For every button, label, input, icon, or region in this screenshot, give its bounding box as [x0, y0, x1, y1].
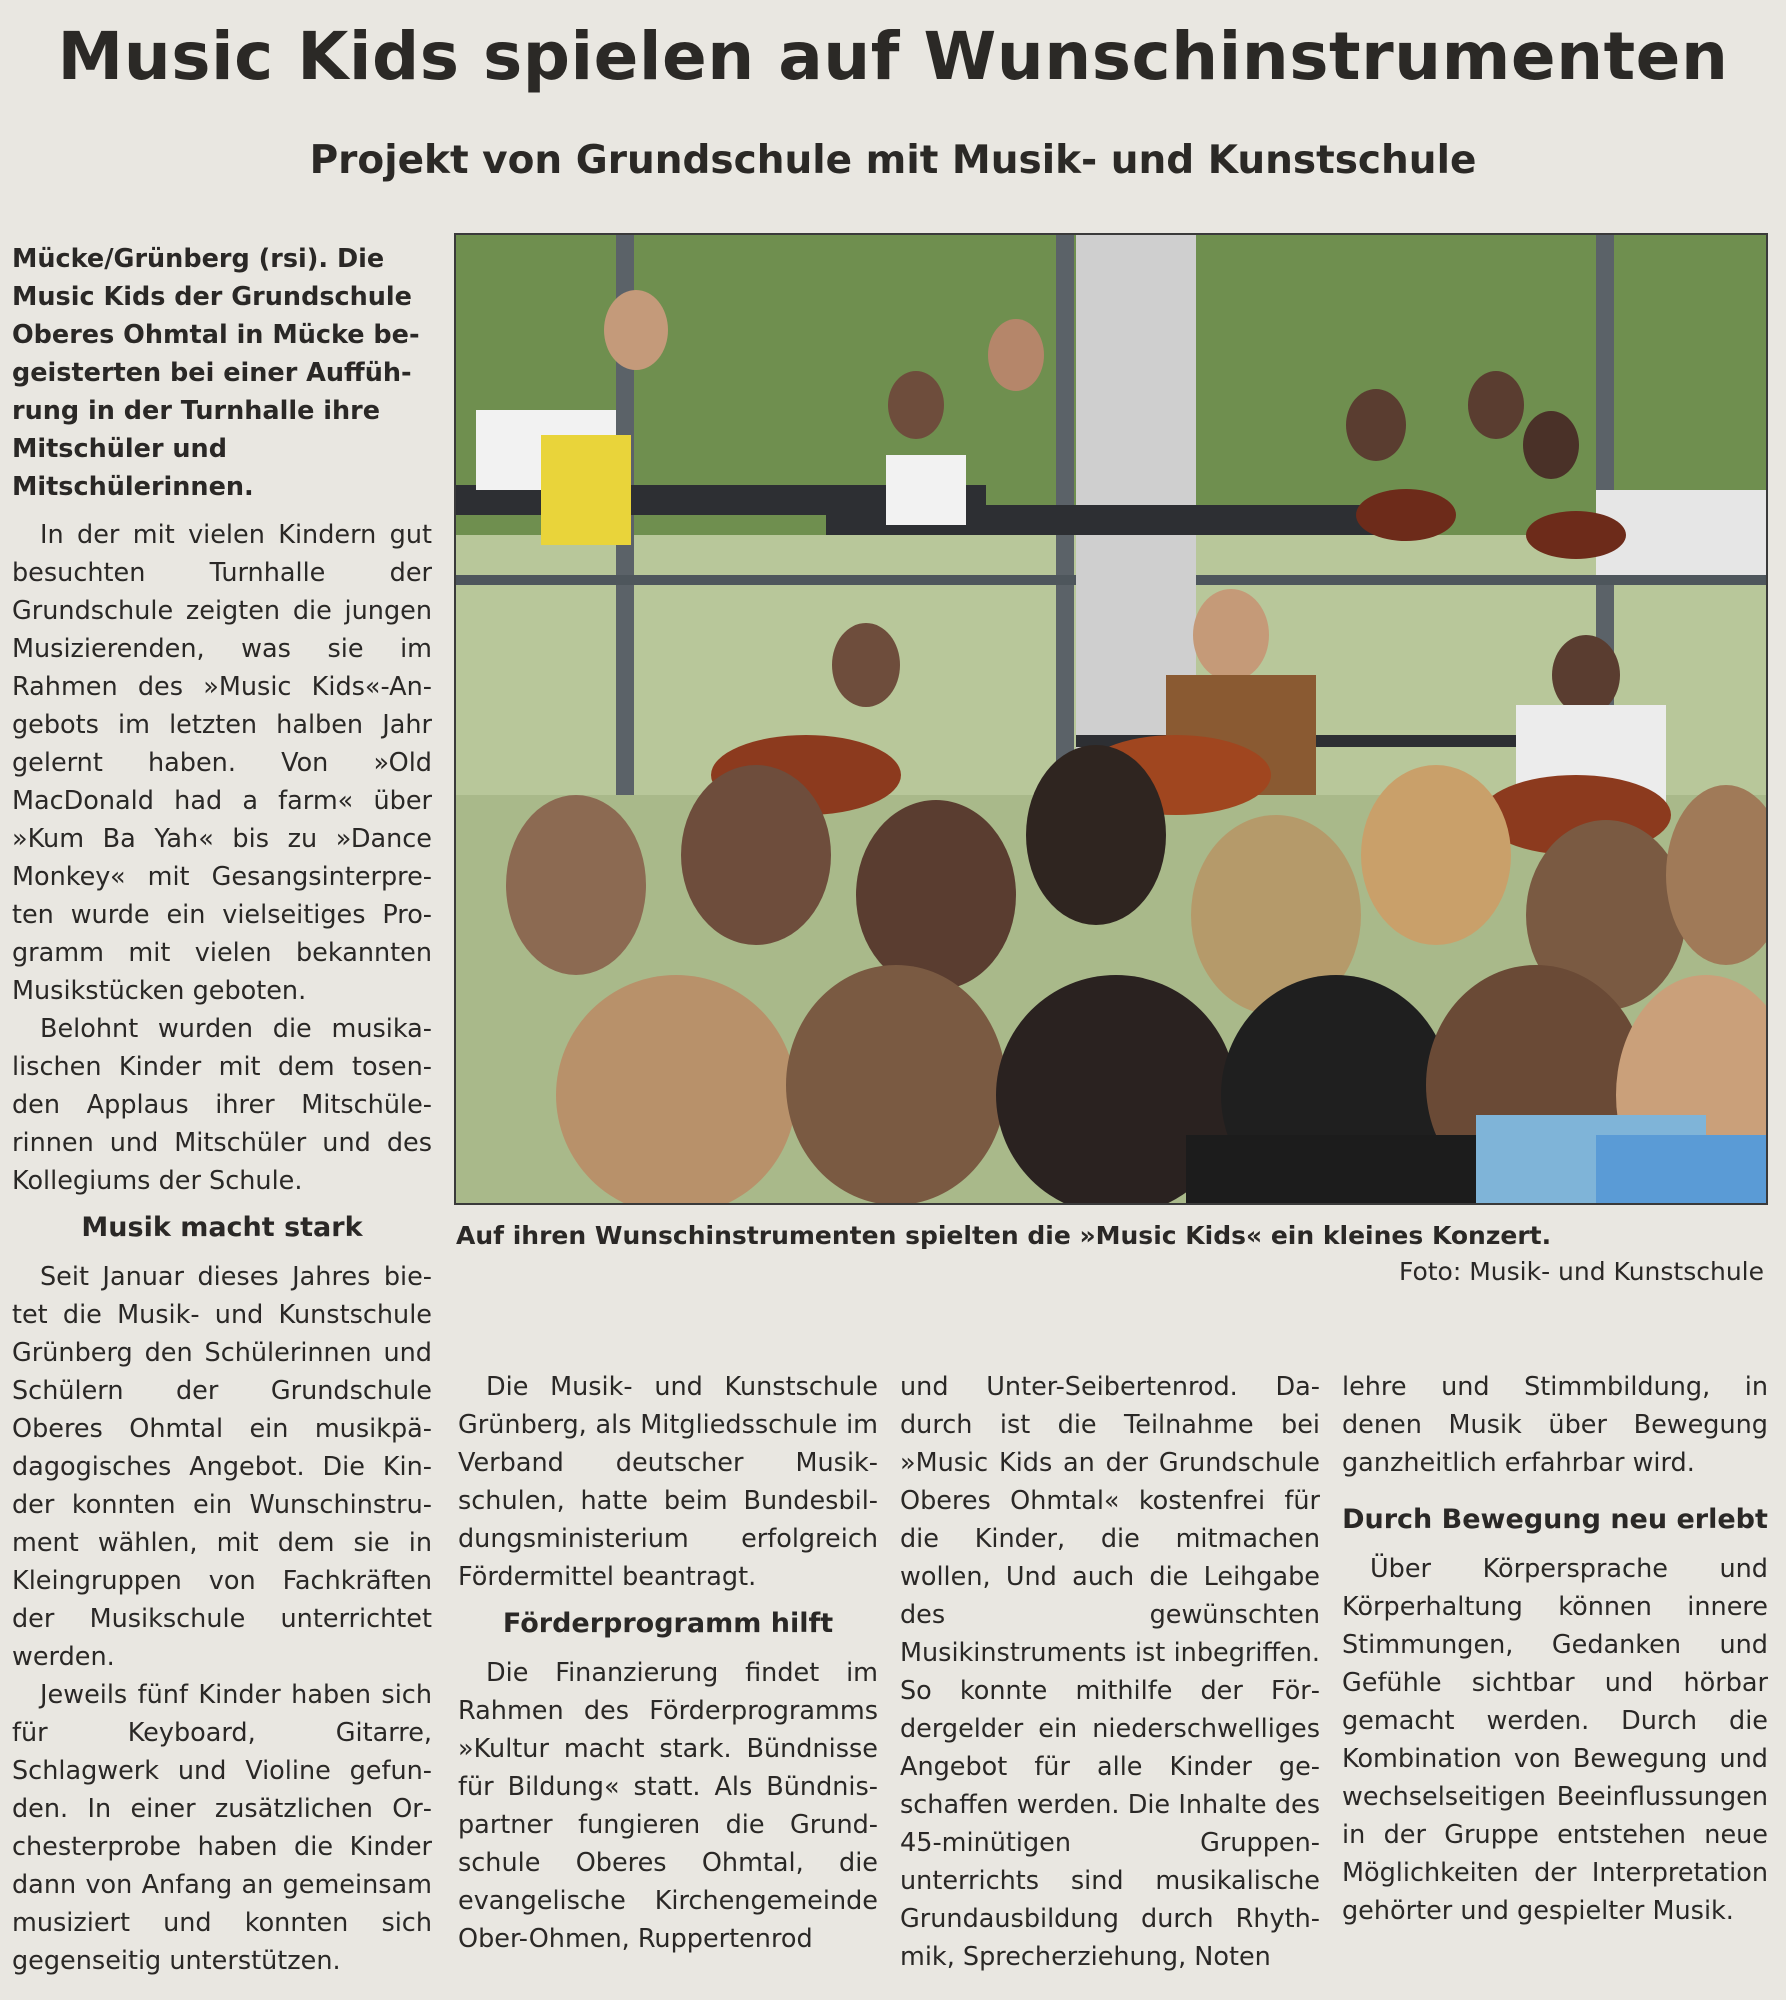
article-paragraph: und Unter-Seibertenrod. Dadurch ist die Teilnahme bei »Music Kids an der Grundschule Oberes Ohmtal« kostenfrei für die Kinder, die mitmachen wollen, Und auch die Leihgabe des gewünschten Musikinstruments ist inbegriffen. So konnte mithilfe der Fördergelder ein niederschwelliges Angebot für alle Kinder geschaffen werden. Die Inhalte des 45-minütigen Gruppenunterrichts sind musikalische Grundausbildung durch Rhythmik, Sprecherziehung, Noten: [900, 1372, 1320, 1972]
article-paragraph: Seit Januar dieses Jahres bietet die Musik- und Kunstschule Grünberg den Schülerinnen und Schülern der Grundschule Oberes Ohmtal ein musikpädagogisches Angebot. Die Kinder konnten ein Wunschinstrument wählen, mit dem sie in Kleingruppen von Fachkräften der Musikschule unterrichtet werden.: [12, 1262, 432, 1672]
headline: Music Kids spielen auf Wunschinstrumenten: [57, 18, 1729, 95]
concert-photo: [454, 233, 1768, 1205]
article-paragraph: Belohnt wurden die musikalischen Kinder mit dem tosenden Applaus ihrer Mitschülerinnen und Mitschüler und des Kollegiums der Schule.: [12, 1014, 432, 1196]
article-column-4: [1342, 1368, 1768, 1930]
article-column-2: [458, 1368, 878, 1958]
section-heading-musik: Musik macht stark: [81, 1212, 363, 1243]
article-lead: Mücke/Grünberg (rsi). Die Music Kids der Grundschule Oberes Ohmtal in Mücke begeisterten bei einer Aufführung in der Turnhalle ihre Mitschüler und Mitschülerinnen.: [12, 244, 420, 502]
article-paragraph: Die Musik- und Kunstschule Grünberg, als Mitgliedsschule im Verband deutscher Musikschulen, hatte beim Bundesbildungsministerium erfolgreich Fördermittel beantragt.: [458, 1372, 878, 1592]
section-heading-foerder: Förderprogramm hilft: [502, 1608, 834, 1639]
article-paragraph: lehre und Stimmbildung, in denen Musik über Bewegung ganzheitlich erfahrbar wird.: [1342, 1372, 1768, 1478]
photo-caption: Auf ihren Wunschinstrumenten spielten die »Music Kids« ein kleines Konzert.: [456, 1221, 1552, 1250]
article-column-3: [900, 1368, 1320, 1976]
article-paragraph: Die Finanzierung findet im Rahmen des Förderprogramms »Kultur macht stark. Bündnisse für Bildung« statt. Als Bündnispartner fungieren die Grundschule Oberes Ohmtal, die evangelische Kirchengemeinde Ober-Ohmen, Ruppertenrod: [458, 1658, 878, 1954]
article-paragraph: In der mit vielen Kindern gut besuchten Turnhalle der Grundschule zeigten die jungen Musizierenden, was sie im Rahmen des »Music Kids«-Angebots im letzten halben Jahr gelernt haben. Von »Old MacDonald had a farm« über »Kum Ba Yah« bis zu »Dance Monkey« mit Gesangsinterpreten wurde ein vielseitiges Programm mit vielen bekannten Musikstücken geboten.: [12, 520, 432, 1006]
section-heading-bewegung: Durch Bewegung neu erlebt: [1342, 1504, 1768, 1535]
subheadline: Projekt von Grundschule mit Musik- und Kunstschule: [309, 138, 1477, 183]
concert-photo-illustration: [456, 235, 1766, 1203]
article-paragraph: Jeweils fünf Kinder haben sich für Keyboard, Gitarre, Schlagwerk und Violine gefunden. In einer zusätzlichen Orchesterprobe haben die Kinder dann von Anfang an gemeinsam musiziert und konnten sich gegenseitig unterstützen.: [12, 1680, 432, 1976]
photo-credit: Foto: Musik- und Kunstschule: [1398, 1257, 1764, 1286]
article-column-1: [12, 240, 432, 1980]
article-paragraph: Über Körpersprache und Körperhaltung können innere Stimmungen, Gedanken und Gefühle sichtbar und hörbar gemacht werden. Durch die Kombination von Bewegung und wechselseitigen Beeinflussungen in der Gruppe entstehen neue Möglichkeiten der Interpretation gehörter und gespielter Musik.: [1342, 1554, 1768, 1926]
